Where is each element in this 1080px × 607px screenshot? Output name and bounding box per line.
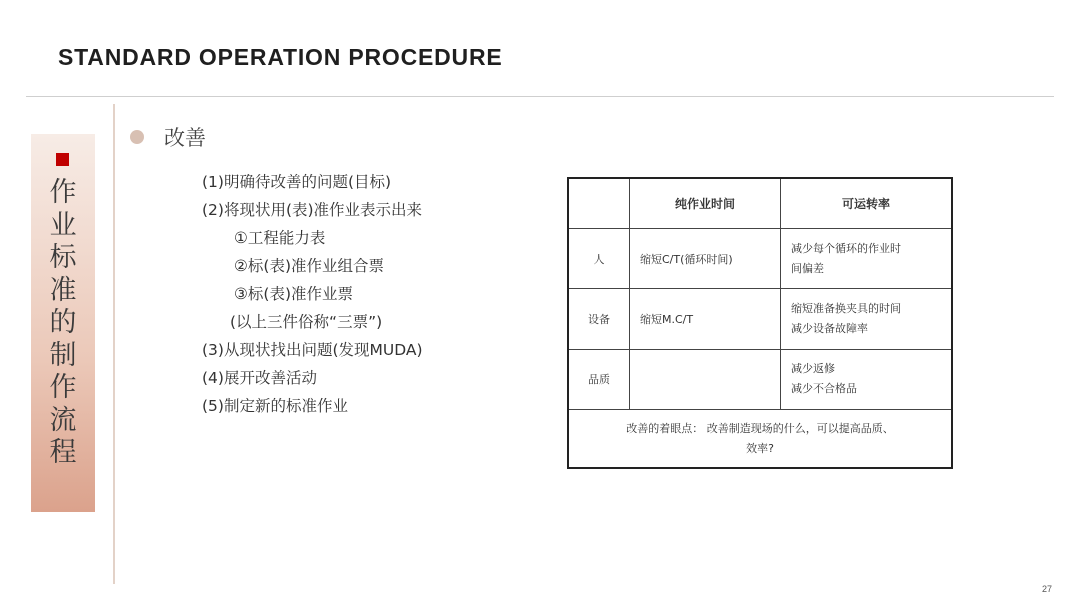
cell-line: 缩短准备换夹具的时间 [791,301,901,315]
step-item: (4)展开改善活动 [202,369,317,387]
row-label: 品质 [568,349,630,409]
row-label: 人 [568,228,630,288]
sub-step-item: ③标(表)准作业票 [234,285,353,303]
cell-line: 间偏差 [791,261,824,275]
sub-step-item: ②标(表)准作业组合票 [234,257,384,275]
table-header-cell: 可运转率 [781,178,953,228]
table-cell [781,228,953,288]
cell-line: 减少返修 [791,362,835,376]
red-square-icon [56,153,69,166]
table-cell [781,289,953,349]
bullet-dot-icon [130,130,144,144]
footer-line: 改善的着眼点： 改善制造现场的什么，可以提高品质、 [626,421,894,435]
side-title: 作业标准的制作流程 [49,177,77,468]
side-title-panel [31,134,95,512]
table-footer-row [568,410,952,468]
row-label: 设备 [568,289,630,349]
table-row [568,349,952,409]
page-title: STANDARD OPERATION PROCEDURE [58,44,503,70]
table-header-cell [568,178,630,228]
table-cell [781,349,953,409]
cell-line: 减少每个循环的作业时 [791,241,901,255]
step-item: (1)明确待改善的问题(目标) [202,173,392,191]
vertical-divider [113,104,115,584]
step-item: (5)制定新的标准作业 [202,397,348,415]
note-item: (以上三件俗称“三票”) [230,313,383,331]
step-item: (3)从现状找出问题(发现MUDA) [202,341,423,359]
title-divider [26,96,1054,97]
section-heading: 改善 [164,126,206,150]
table-row [568,289,952,349]
page-number: 27 [1041,584,1052,594]
improvement-table [567,177,953,469]
table-header-row [568,178,952,228]
table-footer-cell [568,410,952,468]
table-row [568,228,952,288]
footer-line: 效率? [746,441,774,455]
sub-step-item: ①工程能力表 [234,229,326,247]
table-cell [630,349,781,409]
cell-line: 减少设备故障率 [791,321,868,335]
table-header-cell: 纯作业时间 [630,178,781,228]
step-list [202,168,423,420]
step-item: (2)将现状用(表)准作业表示出来 [202,201,423,219]
table-cell: 缩短M.C/T [630,289,781,349]
table-cell: 缩短C/T(循环时间) [630,228,781,288]
cell-line: 减少不合格品 [791,382,857,396]
